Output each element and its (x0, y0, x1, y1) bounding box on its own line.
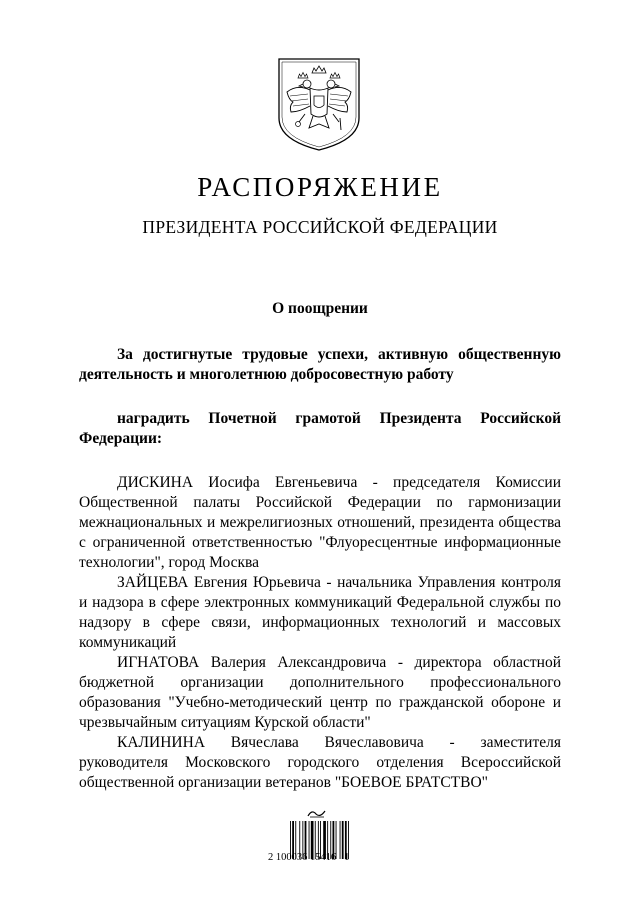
recipient-item: КАЛИНИНА Вячеслава Вячеславовича - заместителя руководителя Московского городского отделения Всероссийской общественной организации ветеранов "БОЕВОЕ БРАТСТВО" (79, 734, 561, 791)
barcode-number: 2 100036 15416 1 (268, 852, 350, 863)
recipients-list (79, 473, 561, 793)
award-text: наградить Почетной грамотой Президента Российской Федерации: (79, 410, 561, 447)
document-heading: О поощрении (272, 300, 368, 317)
document-subtitle: ПРЕЗИДЕНТА РОССИЙСКОЙ ФЕДЕРАЦИИ (142, 217, 498, 237)
preamble-text: За достигнутые трудовые успехи, активную общественную деятельность и многолетнюю добросовестную работу (79, 346, 561, 383)
award-block (79, 409, 561, 449)
preamble-block (79, 345, 561, 385)
scan-mark-icon (306, 808, 328, 818)
recipient-item: ЗАЙЦЕВА Евгения Юрьевича - начальника Управления контроля и надзора в сфере электронных коммуникаций Федеральной службы по надзору в сфере связи, информационных технологий и массовых коммуникаций (79, 574, 561, 651)
russian-coat-of-arms-icon (275, 56, 363, 152)
recipient-item: ДИСКИНА Иосифа Евгеньевича - председателя Комиссии Общественной палаты Российской Федерации по гармонизации межнациональных и межрелигиозных отношений, президента общества с ограниченной ответственностью "Флуоресцентные информационные технологии", город Москва (79, 474, 561, 571)
barcode (289, 808, 369, 878)
recipient-item: ИГНАТОВА Валерия Александровича - директора областной бюджетной организации дополнительного профессионального образования "Учебно-методический центр по гражданской обороне и чрезвычайным ситуациям Курской области" (79, 654, 561, 731)
document-title: РАСПОРЯЖЕНИЕ (197, 172, 443, 202)
